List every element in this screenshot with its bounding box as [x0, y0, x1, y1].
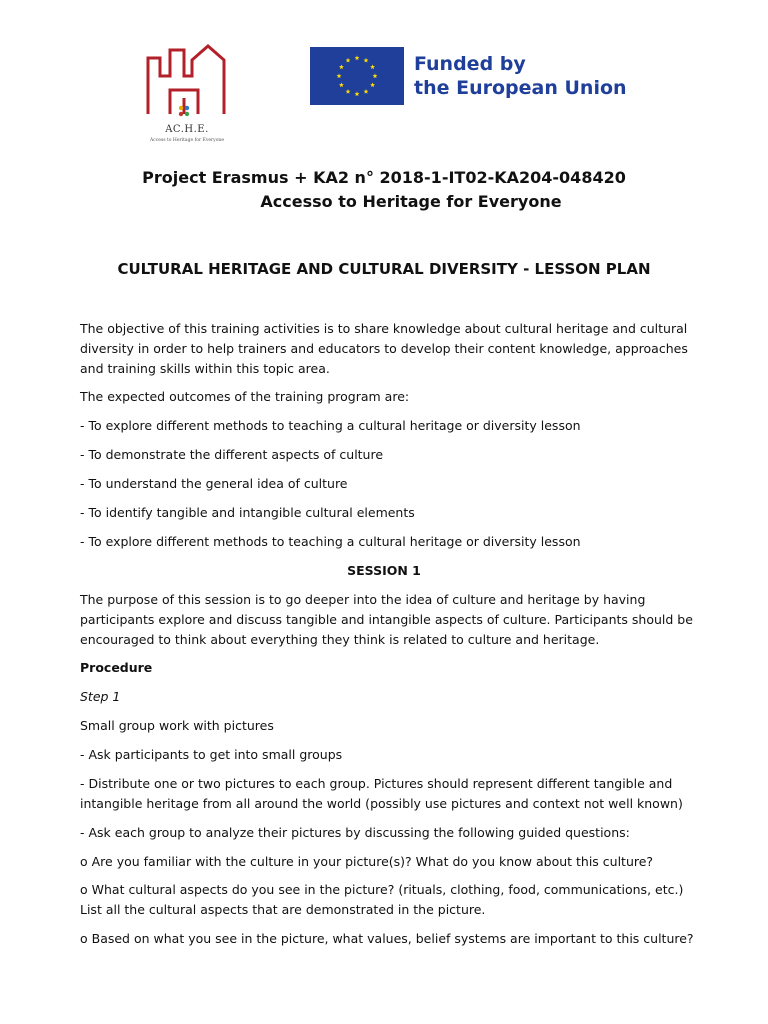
project-code: Project Erasmus + KA2 n° 2018-1-IT02-KA204-048420 — [142, 168, 626, 187]
procedure-heading: Procedure — [80, 660, 153, 675]
objective-paragraph: The objective of this training activities is to share knowledge about cultural heritage and cultural diversity in order to help trainers and educators to develop their content knowledge, approaches and training skills within this topic area. — [80, 321, 688, 376]
session-purpose: The purpose of this session is to go deeper into the idea of culture and heritage by having participants explore and discuss tangible and intangible aspects of culture. Participants should be encouraged to think about everything they think is related to culture and heritage. — [80, 592, 693, 647]
step-label: Step 1 — [80, 689, 121, 704]
procedure-bullet: - Ask participants to get into small groups — [80, 747, 343, 762]
ache-logo-title: AC.H.E. — [165, 124, 209, 135]
guided-question: o What cultural aspects do you see in the picture? (rituals, clothing, food, communications, etc.) List all the cultural aspects that are demonstrated in the picture. — [80, 882, 684, 917]
outcome-item: - To demonstrate the different aspects of culture — [80, 447, 384, 462]
ache-logo-subtitle: Access to Heritage for Everyone — [149, 138, 224, 143]
page-title: CULTURAL HERITAGE AND CULTURAL DIVERSITY - LESSON PLAN — [117, 260, 651, 278]
outcome-item: - To understand the general idea of culture — [80, 476, 348, 491]
eu-funding-logo — [310, 47, 627, 105]
eu-line-2: the European Union — [414, 77, 627, 99]
session-heading: SESSION 1 — [347, 563, 421, 578]
eu-line-1: Funded by — [414, 53, 526, 75]
outcomes-label: The expected outcomes of the training program are: — [80, 389, 410, 404]
outcome-item: - To explore different methods to teaching a cultural heritage or diversity lesson — [80, 418, 581, 433]
eu-funding-text — [414, 52, 627, 100]
guided-question: o Based on what you see in the picture, what values, belief systems are important to this culture? — [80, 931, 694, 946]
guided-question: o Are you familiar with the culture in your picture(s)? What do you know about this culture? — [80, 854, 654, 869]
eu-flag-icon — [310, 47, 404, 105]
step-title: Small group work with pictures — [80, 718, 274, 733]
procedure-bullet: - Distribute one or two pictures to each group. Pictures should represent different tangible and intangible heritage from all around the world (possibly use pictures and context not well known) — [80, 776, 683, 811]
project-name: Accesso to Heritage for Everyone — [260, 192, 562, 211]
procedure-bullet: - Ask each group to analyze their pictures by discussing the following guided questions: — [80, 825, 630, 840]
outcome-item: - To explore different methods to teaching a cultural heritage or diversity lesson — [80, 534, 581, 549]
outcome-item: - To identify tangible and intangible cultural elements — [80, 505, 415, 520]
